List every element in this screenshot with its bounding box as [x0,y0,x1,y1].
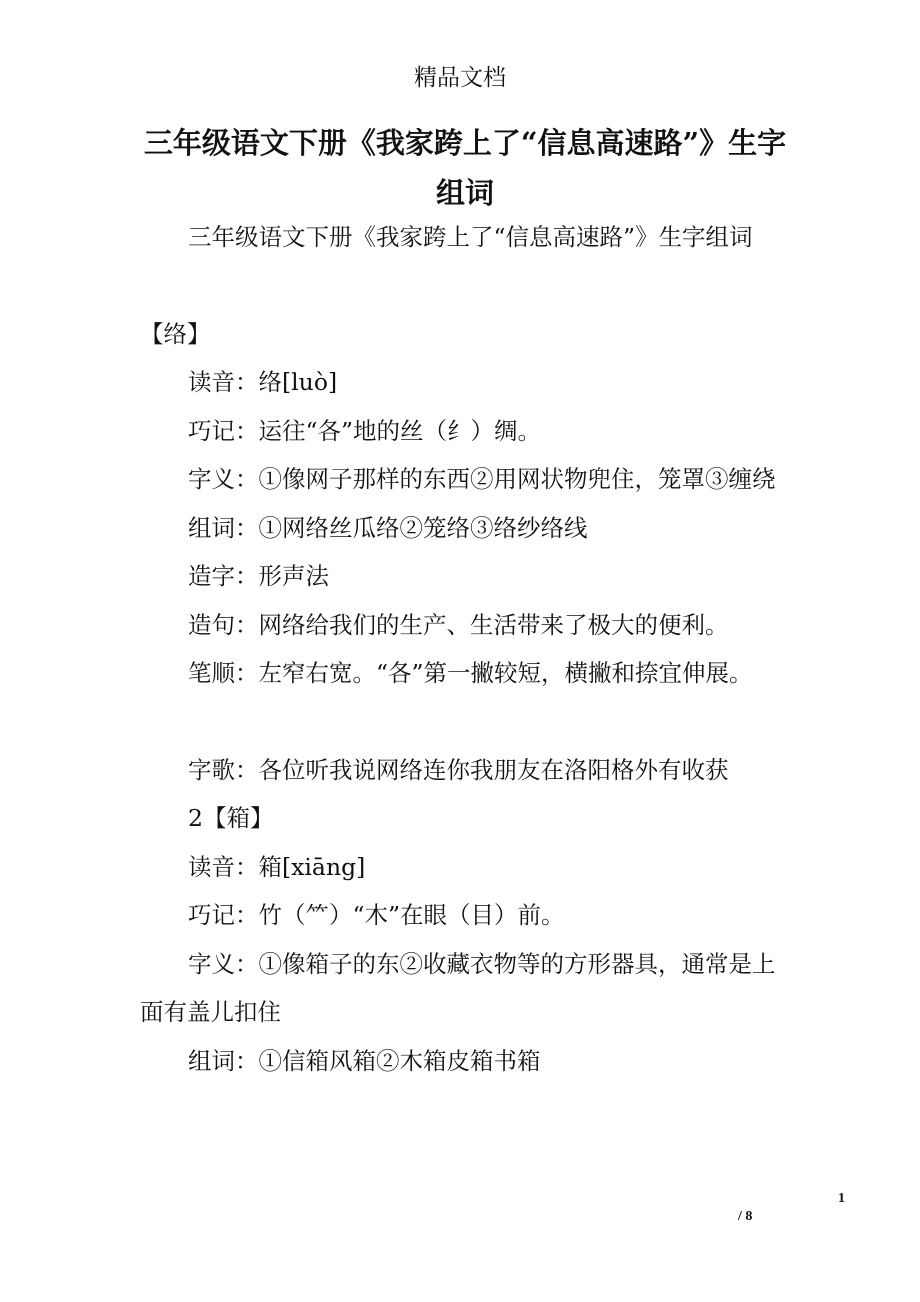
entry-heading-xiang: 2【箱】 [188,804,274,832]
entry-memory-xiang: 巧记：竹（⺮）“木”在眼（目）前。 [188,901,565,929]
entry-formation-luo: 造字：形声法 [188,562,329,590]
entry-pronunciation-luo: 读音：络[luò] [188,368,338,396]
document-title: 三年级语文下册《我家跨上了“信息高速路”》生字组词 [143,126,787,210]
entry-heading-luo: 【络】 [140,319,211,348]
document-body [140,213,790,1085]
entry-meaning-luo: 字义：①像网子那样的东西②用网状物兜住，笼罩③缠绕 [188,465,776,493]
entry-words-xiang: 组词：①信箱风箱②木箱皮箱书箱 [188,1046,541,1075]
page-header: 精品文档 [414,65,506,91]
entry-memory-luo: 巧记：运往“各”地的丝（纟）绸。 [188,416,542,445]
entry-strokes-luo: 笔顺：左窄右宽。“各”第一撇较短，横撇和捺宜伸展。 [188,659,753,687]
page-total: / 8 [738,1209,753,1224]
page-number: 1 [838,1191,845,1206]
entry-song-luo: 字歌：各位听我说网络连你我朋友在洛阳格外有收获 [188,755,729,784]
entry-sentence-luo: 造句：网络给我们的生产、生活带来了极大的便利。 [188,610,729,639]
intro-paragraph: 三年级语文下册《我家跨上了“信息高速路”》生字组词 [188,223,753,251]
entry-meaning-xiang: 字义：①像箱子的东②收藏衣物等的方形器具，通常是上面有盖儿扣住 [140,949,776,1026]
entry-pronunciation-xiang: 读音：箱[xiāng] [188,852,366,881]
entry-words-luo: 组词：①网络丝瓜络②笼络③络纱络线 [188,513,588,542]
